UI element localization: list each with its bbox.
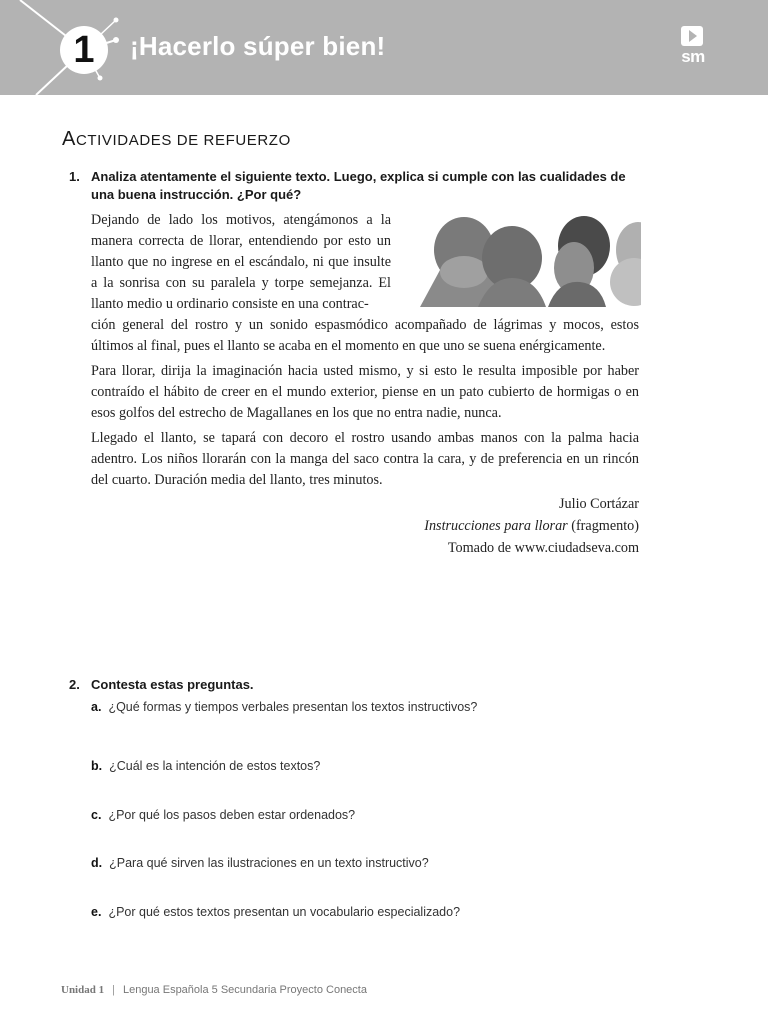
sub-question-text: ¿Cuál es la intención de estos textos? xyxy=(109,759,321,773)
section-title-initial: A xyxy=(62,128,76,150)
attribution-work xyxy=(300,516,639,537)
unit-number-badge: 1 xyxy=(60,26,108,74)
sub-question-a xyxy=(91,700,477,714)
text-paragraph-1-end: ción general del rostro y un sonido espasmódico acompañado de lágrimas y mocos, estos últimos al final, pues el llanto se acaba en el momento en que uno se suena enérgicamente. xyxy=(91,317,639,354)
sub-question-c xyxy=(91,808,355,822)
sub-question-text: ¿Por qué estos textos presentan un vocabulario especializado? xyxy=(108,905,461,919)
text-paragraph-2: Para llorar, dirija la imaginación hacia usted mismo, y si esto le resulta imposible por haber contraído el hábito de creer en el mundo exterior, piense en un pato cubierto de hormigas o en esos golfos del estrecho de Magallanes en los que no entra nadie, nunca. xyxy=(91,363,639,421)
sub-question-e xyxy=(91,905,460,919)
sub-question-letter: b. xyxy=(91,759,103,773)
footer-separator: | xyxy=(112,984,115,996)
sub-question-text: ¿Para qué sirven las ilustraciones en un texto instructivo? xyxy=(109,856,429,870)
page-header xyxy=(0,0,768,95)
section-title-rest: CTIVIDADES DE REFUERZO xyxy=(75,132,291,149)
crying-children-photo xyxy=(420,210,641,307)
logo-text: sm xyxy=(681,47,705,66)
text-paragraph-3: Llegado el llanto, se tapará con decoro el rostro usando ambas manos con la palma hacia adentro. Los niños llorarán con la manga del saco contra la cara, y de preferencia en un rincón del cuarto. Duración media del llanto, tres minutos. xyxy=(91,430,639,488)
sub-question-letter: c. xyxy=(91,808,102,822)
question-2-prompt: Contesta estas preguntas. xyxy=(91,677,254,692)
question-1-prompt: Analiza atentamente el siguiente texto. Luego, explica si cumple con las cualidades de una buena instrucción. ¿Por qué? xyxy=(91,169,626,202)
sub-question-text: ¿Qué formas y tiempos verbales presentan los textos instructivos? xyxy=(108,700,478,714)
attribution-author: Julio Cortázar xyxy=(559,496,639,512)
sub-question-letter: d. xyxy=(91,856,103,870)
question-1-number: 1. xyxy=(69,169,80,184)
attribution-source: Tomado de www.ciudadseva.com xyxy=(447,540,639,556)
page-footer xyxy=(61,984,367,996)
footer-book-title: Lengua Española 5 Secundaria Proyecto Conecta xyxy=(122,984,367,996)
work-title: Instrucciones para llorar xyxy=(424,518,568,534)
sub-question-b xyxy=(91,759,320,773)
play-icon xyxy=(681,26,703,46)
sub-question-letter: a. xyxy=(91,700,102,714)
text-paragraph-1-start: Dejando de lado los motivos, atengámonos a la manera correcta de llorar, entendiendo por esto un llanto que no ingrese en el escándalo, ni que insulte a la sonrisa con su paralela y torpe semejanza. El llanto medio u ordinario consiste en una contrac- xyxy=(91,212,391,312)
section-title xyxy=(62,128,291,151)
page-title: ¡Hacerlo súper bien! xyxy=(130,31,386,61)
publisher-logo xyxy=(676,26,710,70)
footer-unit-label: Unidad 1 xyxy=(61,984,105,996)
sub-question-d xyxy=(91,856,429,870)
sub-question-text: ¿Por qué los pasos deben estar ordenados? xyxy=(108,808,356,822)
question-2-number: 2. xyxy=(69,677,80,692)
work-note: (fragmento) xyxy=(567,518,639,534)
sub-question-letter: e. xyxy=(91,905,102,919)
